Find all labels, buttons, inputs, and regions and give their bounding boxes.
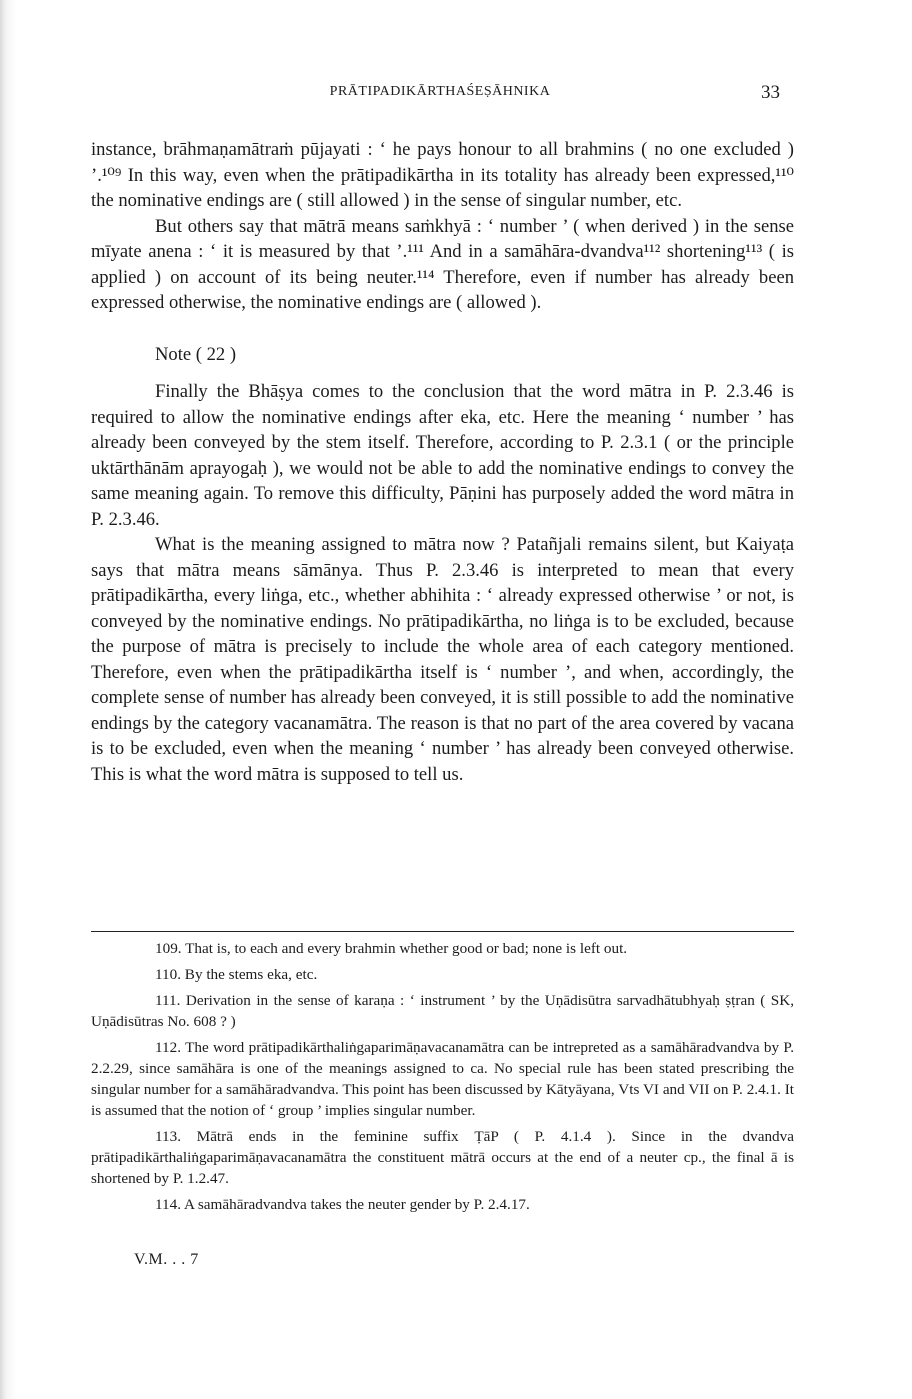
section-gap	[91, 316, 794, 328]
note-heading: Note ( 22 )	[155, 343, 237, 365]
printer-signature: V.M. . . 7	[134, 1251, 199, 1268]
paragraph-1: instance, brāhmaṇamātraṁ pūjayati : ‘ he pays honour to all brahmins ( no one excluded ) ’.¹⁰⁹ In this way, even when the prātipadikārtha in its totality has already been expressed,¹¹⁰ the nominative endings are ( still allowed ) in the sense of singular number, etc.	[91, 139, 794, 211]
footnote-109: 109. That is, to each and every brahmin whether good or bad; none is left out.	[155, 940, 628, 957]
footnote-111: 111. Derivation in the sense of karaṇa : ‘ instrument ’ by the Uṇādisūtra sarvadhātubhyaḥ ṣṭran ( SK, Uṇādisūtras No. 608 ? )	[91, 992, 794, 1030]
paragraph-3: Finally the Bhāṣya comes to the conclusion that the word mātra in P. 2.3.46 is required to allow the nominative endings after eka, etc. Here the meaning ‘ number ’ has already been conveyed by the stem itself. Therefore, according to P. 2.3.1 ( or the principle uktārthānām aprayogaḥ ), we would not be able to add the nominative endings to convey the same meaning again. To remove this difficulty, Pāṇini has purposely added the word mātra in P. 2.3.46.	[91, 381, 794, 530]
running-head: PRĀTIPADIKĀRTHAŚEṢĀHNIKA	[329, 84, 551, 99]
paragraph-2: But others say that mātrā means saṁkhyā : ‘ number ’ ( when derived ) in the sense mīyate anena : ‘ it is measured by that ’.¹¹¹ And in a samāhāra-dvandva¹¹² shortening¹¹³ ( is applied ) on account of its being neuter.¹¹⁴ Therefore, even if number has already been expressed otherwise, the nominative endings are ( allowed ).	[91, 215, 794, 313]
footnote-112: 112. The word prātipadikārthaliṅgaparimāṇavacanamātra can be intrepreted as a samāhāradvandva by P. 2.2.29, since samāhāra is one of the meanings assigned to ca. No special rule has been stated prescribing the singular number for a samāhāradvandva. This point has been discussed by Kātyāyana, Vts VI and VII on P. 2.4.1. It is assumed that the notion of ‘ group ’ implies singular number.	[91, 1039, 794, 1119]
footnotes	[91, 938, 794, 1220]
page-header	[90, 84, 790, 108]
scan-edge-shadow	[0, 0, 16, 1399]
footnote-114: 114. A samāhāradvandva takes the neuter gender by P. 2.4.17.	[155, 1196, 530, 1213]
footnote-rule	[91, 931, 794, 932]
footnote-113: 113. Mātrā ends in the feminine suffix ṬāP ( P. 4.1.4 ). Since in the dvandva prātipadikārthaliṅgaparimāṇavacanamātra the constituent mātrā occurs at the end of a neuter cp., the final ā is shortened by P. 1.2.47.	[91, 1128, 794, 1187]
paragraph-4: What is the meaning assigned to mātra now ? Patañjali remains silent, but Kaiyaṭa says that mātra means sāmānya. Thus P. 2.3.46 is interpreted to mean that every prātipadikārtha, every liṅga, etc., whether abhihita : ‘ already expressed otherwise ’ or not, is conveyed by the nominative endings. No prātipadikārtha, no liṅga is to be excluded, because the purpose of mātra is precisely to include the whole area of each category mentioned. Therefore, even when the prātipadikārtha itself is ‘ number ’, and when, accordingly, the complete sense of number has already been conveyed, it is still possible to add the nominative endings by the category vacanamātra. The reason is that no part of the area covered by vacana is to be excluded, even when the meaning ‘ number ’ has already been conveyed otherwise. This is what the word mātra is supposed to tell us.	[91, 534, 794, 785]
footnote-110: 110. By the stems eka, etc.	[155, 966, 318, 983]
page-number: 33	[761, 82, 780, 103]
body-text	[91, 137, 794, 787]
